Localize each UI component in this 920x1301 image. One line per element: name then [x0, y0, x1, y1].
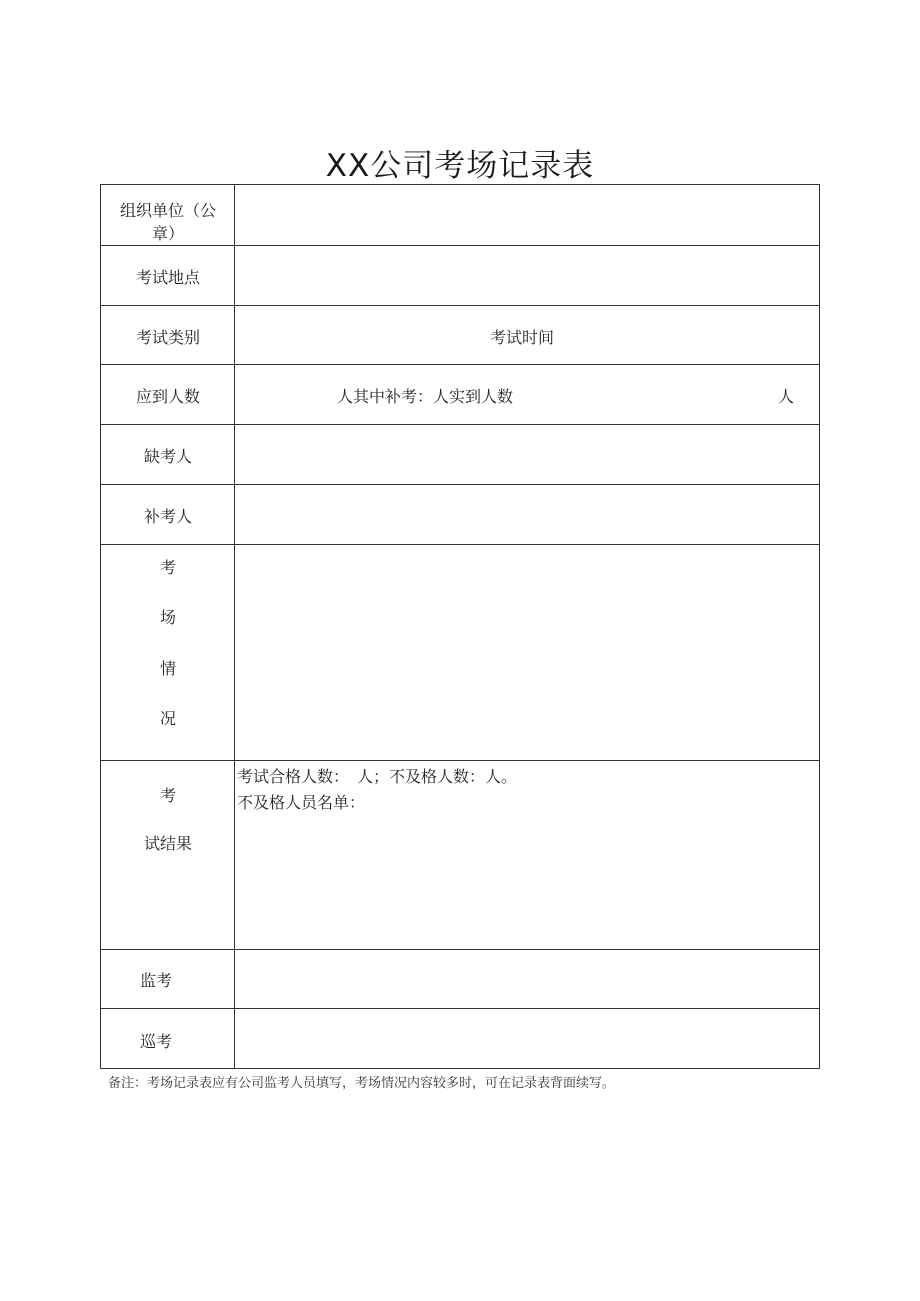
exam-record-table — [100, 184, 820, 1069]
org-label-line2: 章） — [151, 224, 184, 243]
attendance-mid-text: 人其中补考：人实到人数 — [337, 387, 514, 406]
result-label — [101, 761, 235, 949]
result-fail-list-label: 不及格人员名单： — [237, 793, 366, 812]
category-label-text: 考试类别 — [135, 328, 200, 347]
makeup-value-cell[interactable] — [235, 485, 819, 544]
org-value-cell[interactable] — [235, 185, 819, 245]
situation-label — [101, 545, 235, 760]
result-value-cell[interactable] — [235, 761, 819, 949]
row-situation — [101, 545, 819, 761]
situation-char-2: 场 — [159, 608, 176, 627]
row-absent — [101, 425, 819, 485]
proctor-label-text: 监考 — [139, 971, 172, 990]
makeup-label — [101, 485, 235, 544]
absent-value-cell[interactable] — [235, 425, 819, 484]
footnote: 备注：考场记录表应有公司监考人员填写，考场情况内容较多时，可在记录表背面续写。 — [108, 1076, 616, 1091]
situation-value-cell[interactable] — [235, 545, 819, 760]
location-label — [101, 246, 235, 305]
result-pass-fail-counts: 考试合格人数： 人；不及格人数：人。 — [237, 767, 518, 786]
row-attendance — [101, 365, 819, 425]
org-label-line1: 组织单位（公 — [119, 201, 216, 220]
makeup-label-text: 补考人 — [143, 507, 192, 526]
situation-char-3: 情 — [159, 659, 176, 678]
row-org — [101, 185, 819, 246]
row-makeup — [101, 485, 819, 545]
row-category — [101, 306, 819, 365]
proctor-value-cell[interactable] — [235, 950, 819, 1008]
inspector-label-text: 巡考 — [139, 1032, 172, 1051]
category-value-cell[interactable] — [235, 306, 819, 364]
location-value-cell[interactable] — [235, 246, 819, 305]
attendance-end-text: 人 — [778, 387, 795, 406]
result-label-line1: 考 — [159, 786, 176, 805]
row-location — [101, 246, 819, 306]
category-label — [101, 306, 235, 364]
row-inspector — [101, 1009, 819, 1068]
row-result — [101, 761, 819, 950]
situation-char-4: 况 — [159, 709, 176, 728]
org-label — [101, 185, 235, 245]
proctor-label — [101, 950, 235, 1008]
attendance-label-text: 应到人数 — [135, 387, 200, 406]
inspector-label — [101, 1009, 235, 1068]
absent-label — [101, 425, 235, 484]
inspector-value-cell[interactable] — [235, 1009, 819, 1068]
row-proctor — [101, 950, 819, 1009]
situation-char-1: 考 — [159, 558, 176, 577]
result-label-line2: 试结果 — [143, 834, 192, 853]
attendance-value-cell[interactable] — [235, 365, 819, 424]
page-title: XX公司考场记录表 — [325, 148, 595, 184]
location-label-text: 考试地点 — [135, 268, 200, 287]
exam-time-label: 考试时间 — [490, 328, 555, 347]
attendance-label — [101, 365, 235, 424]
absent-label-text: 缺考人 — [143, 447, 192, 466]
